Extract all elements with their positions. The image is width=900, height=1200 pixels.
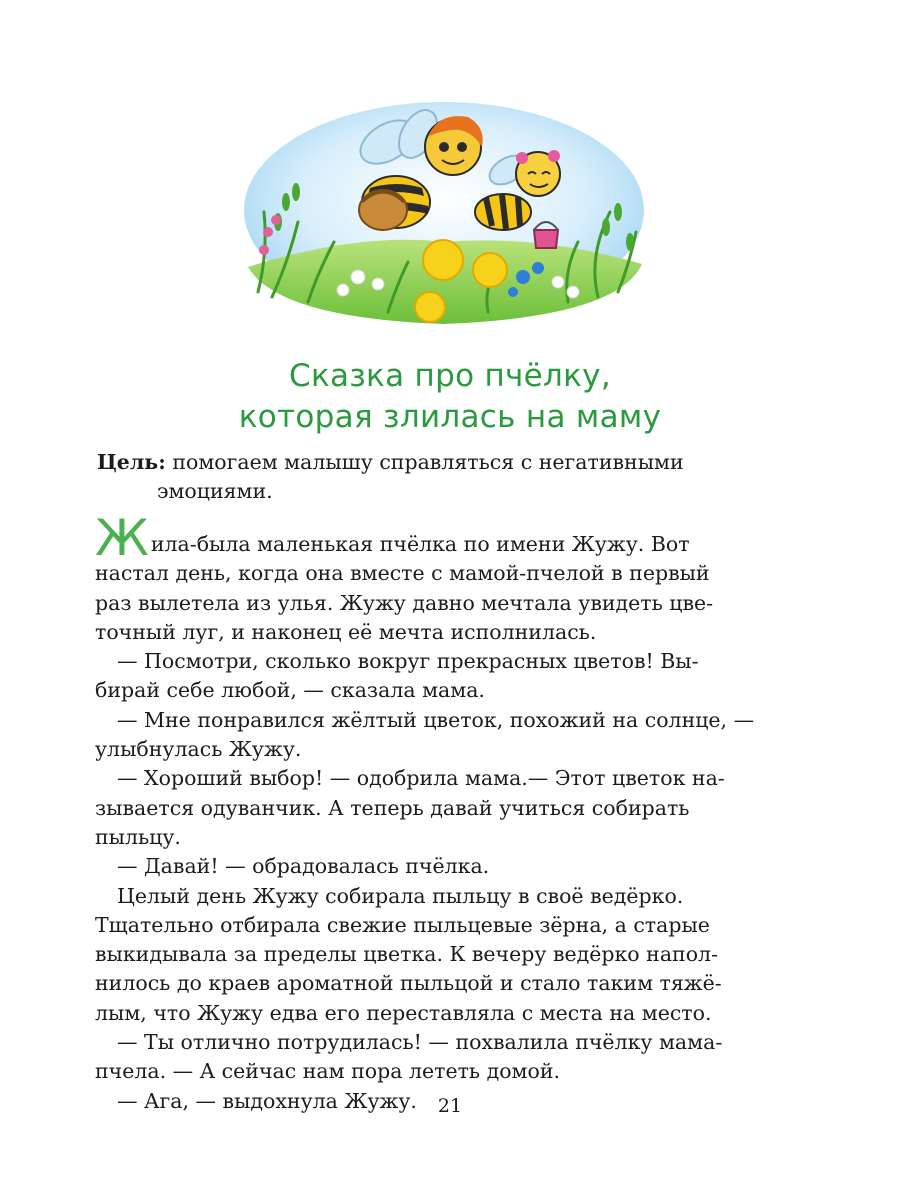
bees-illustration	[238, 92, 650, 332]
goal-text-line-1: помогаем малышу справляться с негативными	[172, 450, 684, 474]
goal-label: Цель:	[97, 450, 166, 474]
story-line: пыльцу.	[95, 824, 181, 849]
story-line: раз вылетела из улья. Жужу давно мечтала увидеть цве-	[95, 590, 714, 615]
story-line: — Ты отлично потрудилась! — похвалила пчёлку мама-	[117, 1030, 723, 1055]
story-line: зывается одуванчик. А теперь давай учиться собирать	[95, 795, 690, 820]
story-line: нилось до краев ароматной пыльцой и стало таким тяжё-	[95, 971, 722, 996]
page-number: 21	[437, 1095, 463, 1117]
story-line: Целый день Жужу собирала пыльцу в своё ведёрко.	[117, 883, 684, 908]
story-line: настал день, когда она вместе с мамой-пчелой в первый	[95, 561, 710, 586]
story-line: улыбнулась Жужу.	[95, 737, 302, 762]
story-line: точный луг, и наконец её мечта исполнилась.	[95, 619, 597, 644]
goal-block	[97, 448, 817, 506]
story-line: бирай себе любой, — сказала мама.	[95, 678, 485, 703]
goal-text-line-2: эмоциями.	[157, 479, 273, 503]
story-line: — Посмотри, сколько вокруг прекрасных цветов! Вы-	[117, 649, 699, 674]
story-line	[95, 509, 795, 567]
story-text	[95, 509, 795, 1116]
story-line: Тщательно отбирала свежие пыльцевые зёрна, а старые	[95, 912, 710, 937]
story-line: выкидывала за пределы цветка. К вечеру ведёрко напол-	[95, 942, 719, 967]
story-line: — Хороший выбор! — одобрила мама.— Этот цветок на-	[117, 766, 725, 791]
story-title	[0, 356, 900, 438]
story-line: лым, что Жужу едва его переставляла с места на место.	[95, 1000, 712, 1025]
story-line: — Давай! — обрадовалась пчёлка.	[117, 854, 490, 879]
story-line: — Ага, — выдохнула Жужу.	[117, 1088, 417, 1113]
story-title-line-2: которая злилась на маму	[238, 399, 662, 435]
story-line: пчела. — А сейчас нам пора лететь домой.	[95, 1059, 561, 1084]
story-line: — Мне понравился жёлтый цветок, похожий на солнце, —	[117, 707, 755, 732]
drop-cap: Ж	[95, 509, 149, 567]
story-title-line-1: Сказка про пчёлку,	[289, 358, 611, 394]
story-line-text: ила-была маленькая пчёлка по имени Жужу. Вот	[150, 532, 690, 556]
